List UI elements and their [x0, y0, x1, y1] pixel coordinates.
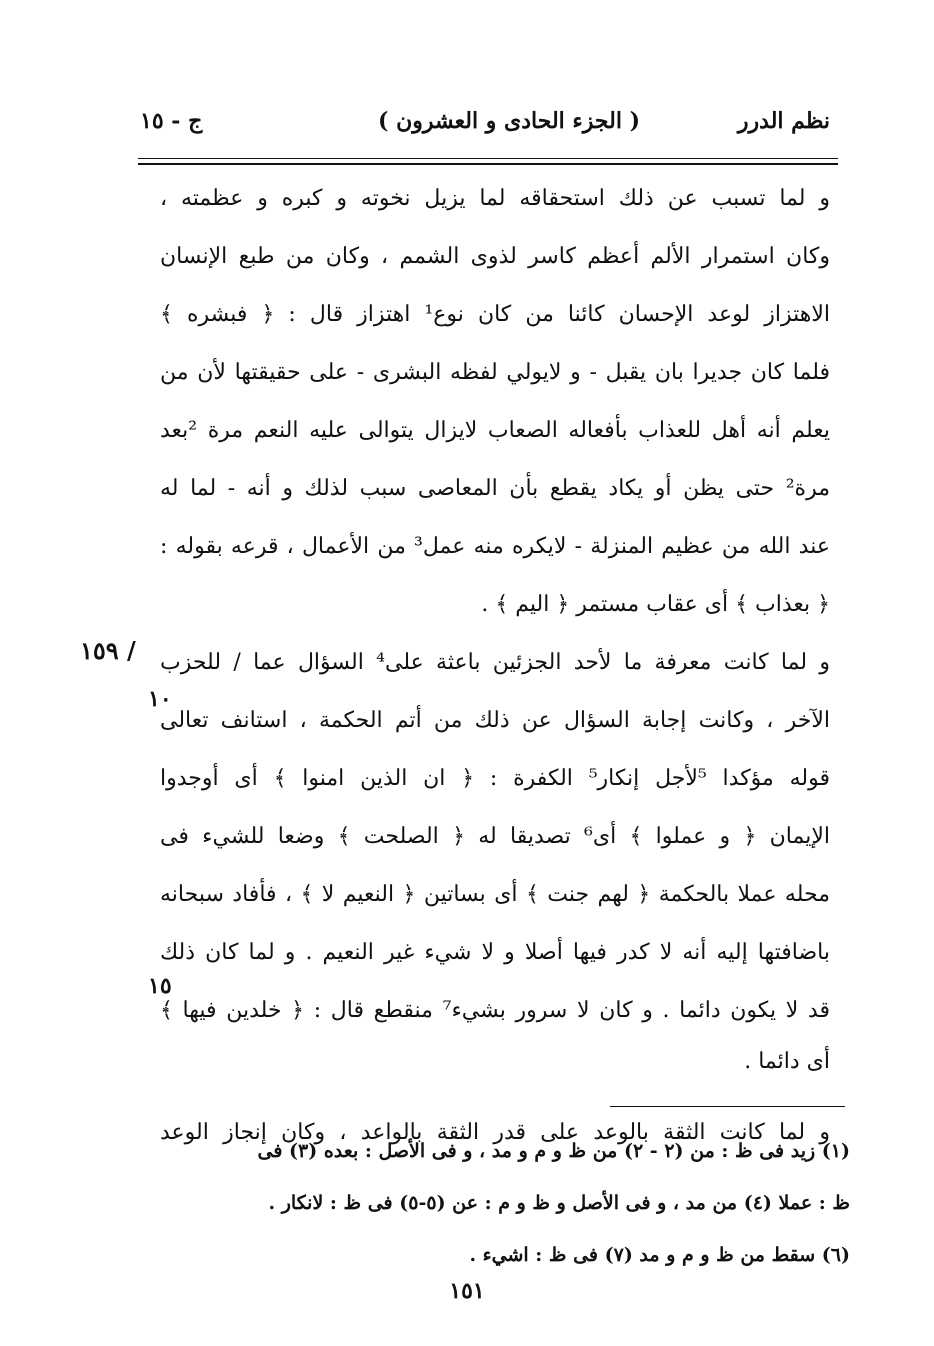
main-text	[160, 170, 830, 1162]
text-line: قد لا يكون دائما . و كان لا سرور بشيء⁷ منقطع قال : ﴿ خلدين فيها ﴾	[160, 998, 830, 1023]
text-line: أى دائما .	[744, 1049, 830, 1074]
text-line: مرة² حتى يظن أو يكاد يقطع بأن المعاصى سبب لذلك و أنه - لما له	[160, 476, 830, 501]
footnote-rule	[610, 1106, 845, 1107]
header-volume-number: ج - ١٥	[140, 108, 203, 134]
header-rule-thin	[138, 158, 838, 159]
line-number-15: ١٥	[148, 973, 172, 999]
text-line: ﴿ بعذاب ﴾ أى عقاب مستمر ﴿ اليم ﴾ .	[481, 592, 830, 617]
text-line: فلما كان جديرا بان يقبل - و لايولي لفظه البشرى - على حقيقتها لأن من	[160, 360, 830, 385]
footnote-line: (١) زيد فى ظ : من (٢ - ٢) من ظ و م و مد ، و فى الأصل : بعده (٣) فى	[257, 1140, 850, 1162]
header-book-title: نظم الدرر	[737, 108, 830, 134]
text-line: و لما كانت الثقة بالوعد على قدر الثقة بالواعد ، وكان إنجاز الوعد	[160, 1120, 830, 1145]
margin-folio-reference: ١٥٩ /	[80, 636, 136, 665]
text-line: عند الله من عظيم المنزلة - لايكره منه عمل³ من الأعمال ، قرعه بقوله :	[160, 534, 830, 559]
text-line: محله عملا بالحكمة ﴿ لهم جنت ﴾ أى بساتين ﴿ النعيم لا ﴾ ، فأفاد سبحانه	[160, 882, 830, 907]
text-line: الاهتزاز لوعد الإحسان كائنا من كان نوع¹ اهتزاز قال : ﴿ فبشره ﴾	[160, 302, 830, 327]
text-line: و لما كانت معرفة ما لأحد الجزئين باعثة على⁴ السؤال عما / للحزب	[160, 650, 830, 675]
footnote-line: ظ : عملا (٤) من مد ، و فى الأصل و ظ و م : عن (٥-٥) فى ظ : لانكار .	[268, 1192, 850, 1214]
text-line: باضافتها إليه أنه لا كدر فيها أصلا و لا شيء غير النعيم . و لما كان ذلك	[160, 940, 830, 965]
text-line: الآخر ، وكانت إجابة السؤال عن ذلك من أتم الحكمة ، استانف تعالى	[160, 708, 830, 733]
text-line: و لما تسبب عن ذلك استحقاقه لما يزيل نخوته و كبره و عظمته ،	[160, 186, 830, 211]
text-line: قوله مؤكدا ⁵لأجل إنكار⁵ الكفرة : ﴿ ان الذين امنوا ﴾ أى أوجدوا	[160, 766, 830, 791]
running-header	[140, 100, 830, 150]
footnotes	[160, 1125, 850, 1281]
text-line: الإيمان ﴿ و عملوا ﴾ أى⁶ تصديقا له ﴿ الصلحت ﴾ وضعا للشيء فى	[160, 824, 830, 849]
header-rule-thick	[138, 163, 838, 165]
text-line: يعلم أنه أهل للعذاب بأفعاله الصعاب لايزال يتوالى عليه النعم مرة ²بعد	[160, 418, 830, 443]
paragraph-gap	[160, 1084, 830, 1104]
line-number-10: ١٠	[148, 686, 172, 712]
page-number: ١٥١	[449, 1278, 485, 1304]
text-line: وكان استمرار الألم أعظم كاسر لذوى الشمم ، وكان من طبع الإنسان	[160, 244, 830, 269]
footnote-line: (٦) سقط من ظ و م و مد (٧) فى ظ : اشيء .	[469, 1244, 850, 1266]
header-part-title: ( الجزء الحادى و العشرون )	[378, 108, 640, 134]
